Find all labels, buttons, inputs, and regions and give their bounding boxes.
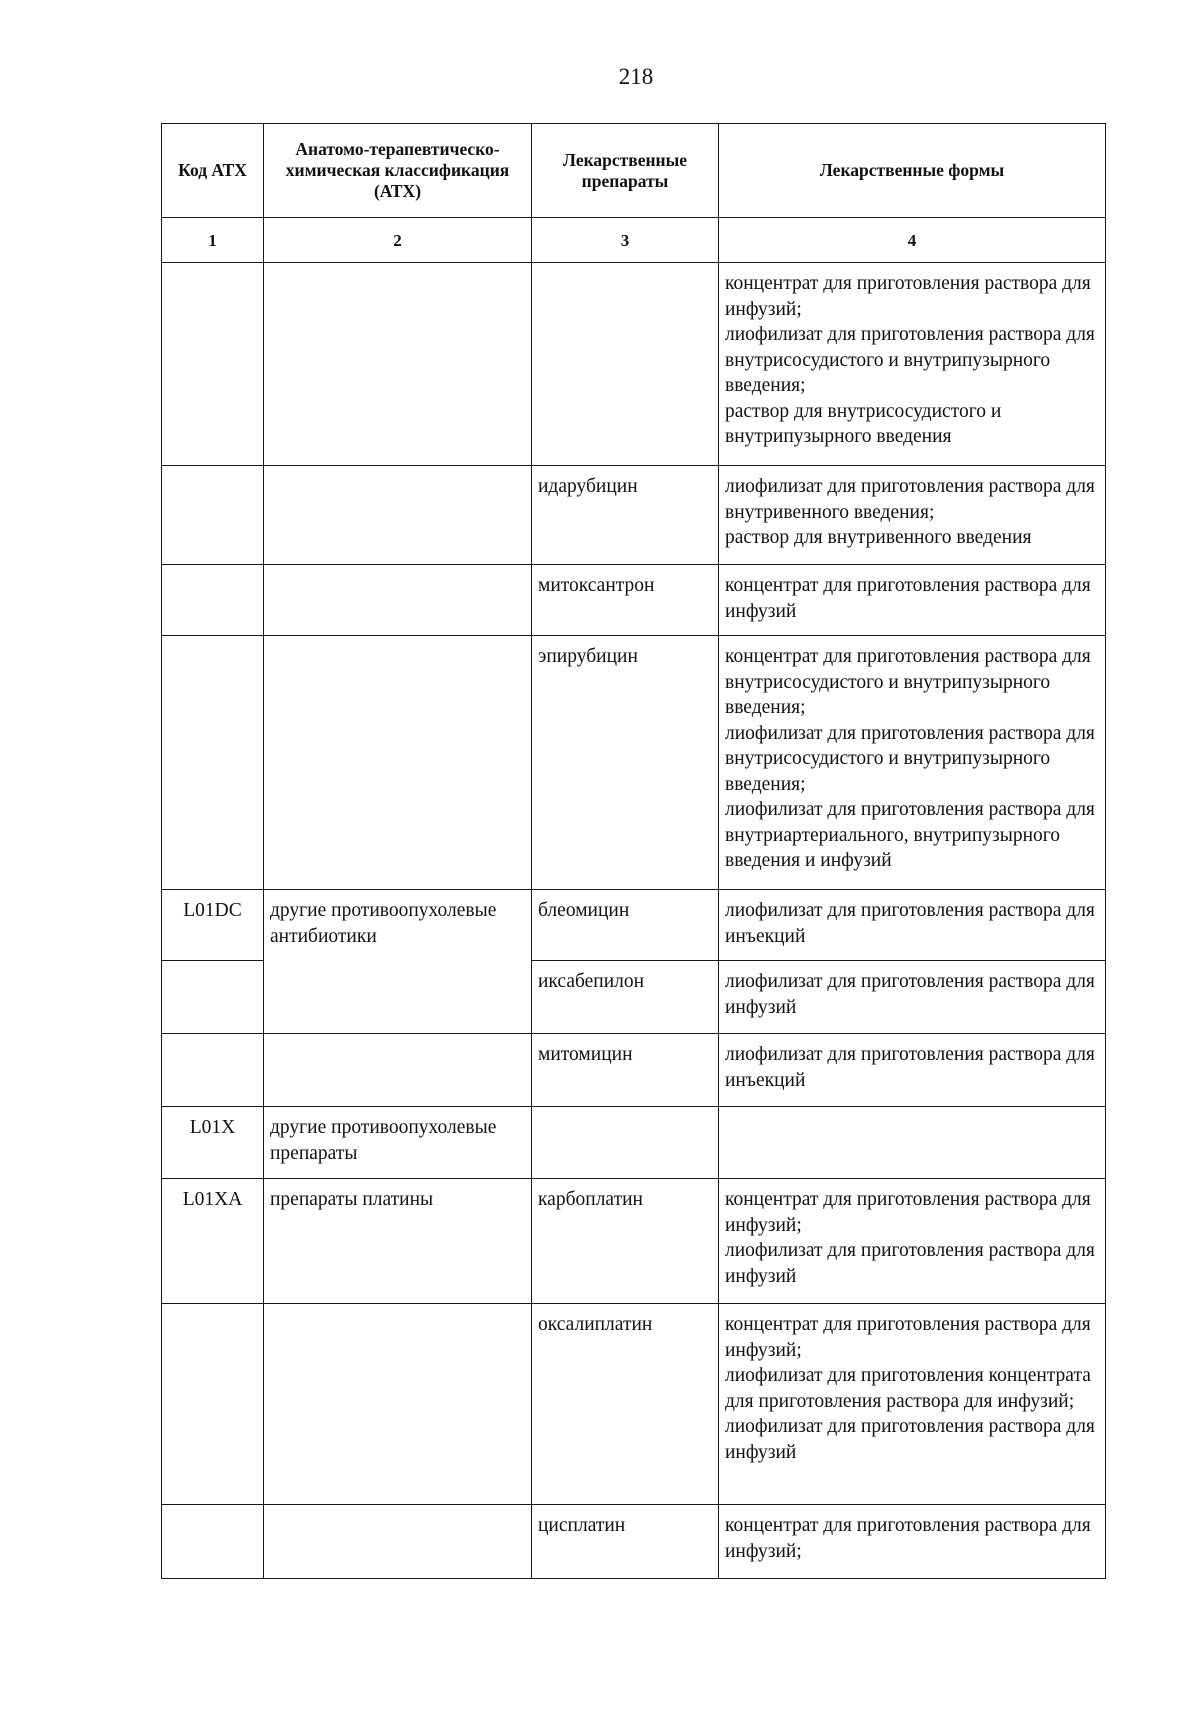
forms-cell: концентрат для приготовления раствора для внутрисосудистого и внутрипузырного введения; лиофилизат для приготовления раствора для внутрисосудистого и внутрипузырного введения; лиофилизат для приготовления раствора для внутриартериального, внутрипузырного введения и инфузий bbox=[719, 636, 1106, 890]
classification-cell: другие противоопухолевые антибиотики bbox=[264, 890, 532, 1034]
forms-cell: концентрат для приготовления раствора для инфузий; лиофилизат для приготовления раствора для внутрисосудистого и внутрипузырного введения; раствор для внутрисосудистого и внутрипузырного введения bbox=[719, 263, 1106, 466]
column-number: 3 bbox=[532, 218, 719, 263]
table-header-row bbox=[162, 124, 1106, 218]
atx-code-cell bbox=[162, 1505, 264, 1579]
forms-cell: концентрат для приготовления раствора для инфузий; лиофилизат для приготовления концентрата для приготовления раствора для инфузий; лиофилизат для приготовления раствора для инфузий bbox=[719, 1304, 1106, 1505]
page-number: 218 bbox=[618, 64, 654, 89]
forms-cell: концентрат для приготовления раствора для инфузий bbox=[719, 565, 1106, 636]
classification-cell bbox=[264, 1304, 532, 1505]
drug-cell: митомицин bbox=[532, 1034, 719, 1107]
drug-cell: идарубицин bbox=[532, 466, 719, 565]
header-code: Код АТХ bbox=[162, 124, 264, 218]
atx-code-cell: L01DC bbox=[162, 890, 264, 961]
forms-cell: лиофилизат для приготовления раствора для инфузий bbox=[719, 961, 1106, 1034]
table-row bbox=[162, 1304, 1106, 1505]
classification-cell bbox=[264, 1034, 532, 1107]
forms-cell bbox=[719, 1107, 1106, 1179]
forms-cell: лиофилизат для приготовления раствора для внутривенного введения; раствор для внутривенного введения bbox=[719, 466, 1106, 565]
atx-code-cell: L01X bbox=[162, 1107, 264, 1179]
drug-cell bbox=[532, 1107, 719, 1179]
classification-cell bbox=[264, 263, 532, 466]
drug-cell bbox=[532, 263, 719, 466]
atx-code-cell bbox=[162, 565, 264, 636]
table-column-number-row bbox=[162, 218, 1106, 263]
drug-cell: оксалиплатин bbox=[532, 1304, 719, 1505]
table-row bbox=[162, 636, 1106, 890]
classification-cell: другие противоопухолевые препараты bbox=[264, 1107, 532, 1179]
atx-code-cell bbox=[162, 961, 264, 1034]
drug-cell: цисплатин bbox=[532, 1505, 719, 1579]
atx-code-cell bbox=[162, 636, 264, 890]
drug-cell: митоксантрон bbox=[532, 565, 719, 636]
forms-cell: концентрат для приготовления раствора для инфузий; bbox=[719, 1505, 1106, 1579]
forms-cell: лиофилизат для приготовления раствора для инъекций bbox=[719, 890, 1106, 961]
classification-cell bbox=[264, 1505, 532, 1579]
classification-cell: препараты платины bbox=[264, 1179, 532, 1304]
header-drugs: Лекарственные препараты bbox=[532, 124, 719, 218]
header-classification: Анатомо-терапевтическо-химическая классификация (АТХ) bbox=[264, 124, 532, 218]
header-forms: Лекарственные формы bbox=[719, 124, 1106, 218]
atx-code-cell: L01XA bbox=[162, 1179, 264, 1304]
column-number: 4 bbox=[719, 218, 1106, 263]
atx-code-cell bbox=[162, 466, 264, 565]
forms-cell: концентрат для приготовления раствора для инфузий; лиофилизат для приготовления раствора для инфузий bbox=[719, 1179, 1106, 1304]
classification-cell bbox=[264, 636, 532, 890]
table-row bbox=[162, 466, 1106, 565]
atx-code-cell bbox=[162, 1034, 264, 1107]
table-row bbox=[162, 263, 1106, 466]
table-row bbox=[162, 1034, 1106, 1107]
table-row bbox=[162, 565, 1106, 636]
atx-code-cell bbox=[162, 1304, 264, 1505]
forms-cell: лиофилизат для приготовления раствора для инъекций bbox=[719, 1034, 1106, 1107]
drug-cell: эпирубицин bbox=[532, 636, 719, 890]
column-number: 2 bbox=[264, 218, 532, 263]
table-row bbox=[162, 1505, 1106, 1579]
classification-cell bbox=[264, 565, 532, 636]
column-number: 1 bbox=[162, 218, 264, 263]
classification-cell bbox=[264, 466, 532, 565]
drug-cell: блеомицин bbox=[532, 890, 719, 961]
table-row bbox=[162, 1107, 1106, 1179]
atx-table bbox=[161, 123, 1106, 1579]
table-row bbox=[162, 1179, 1106, 1304]
drug-cell: иксабепилон bbox=[532, 961, 719, 1034]
table-row bbox=[162, 890, 1106, 961]
drug-cell: карбоплатин bbox=[532, 1179, 719, 1304]
atx-code-cell bbox=[162, 263, 264, 466]
